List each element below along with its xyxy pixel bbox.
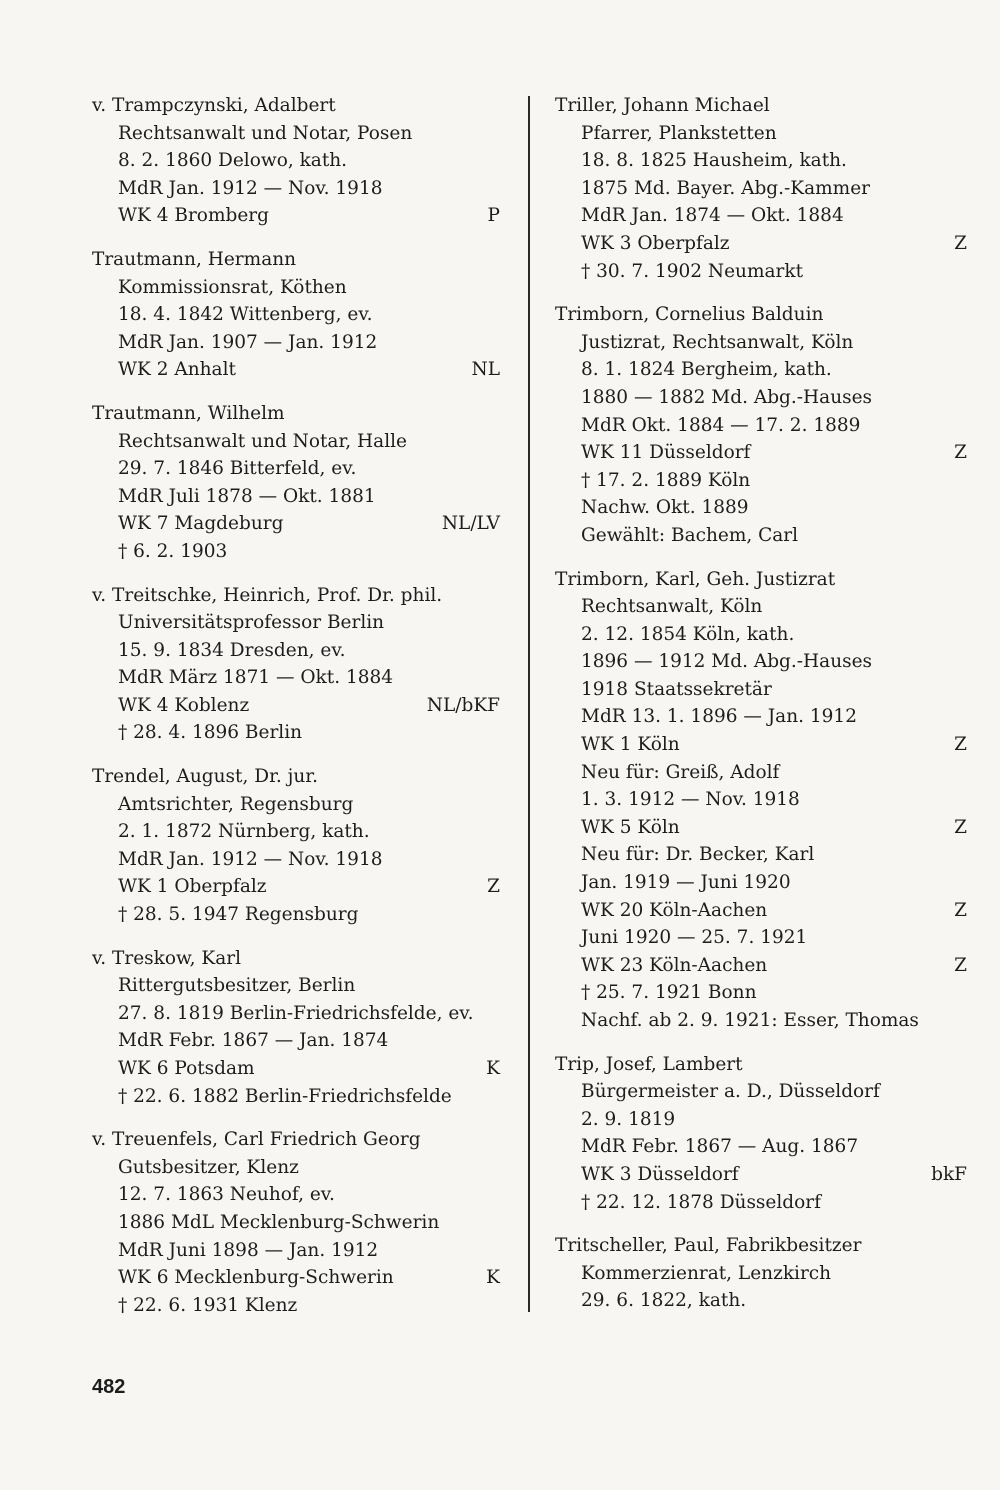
entry-detail-line	[555, 175, 967, 203]
entry-detail-text: 18. 4. 1842 Wittenberg, ev.	[118, 304, 373, 326]
entry-detail-line	[555, 258, 967, 286]
entry-detail-text: MdR Febr. 1867 — Aug. 1867	[581, 1136, 859, 1158]
party-affiliation: bkF	[931, 1163, 967, 1185]
entry-detail-text: Rechtsanwalt und Notar, Posen	[118, 122, 413, 144]
entry-detail-line	[555, 841, 967, 869]
entry-detail-line	[92, 274, 500, 302]
entry-detail-text: Nachw. Okt. 1889	[581, 497, 749, 519]
entry-detail-text: 29. 7. 1846 Bitterfeld, ev.	[118, 458, 357, 480]
entry-detail-line	[555, 1133, 967, 1161]
entry-detail-line	[555, 621, 967, 649]
entry-detail-line	[92, 1000, 500, 1028]
entry-detail-text: 1896 — 1912 Md. Abg.-Hauses	[581, 651, 873, 673]
entry-detail-line	[92, 901, 500, 929]
biography-entry	[92, 400, 500, 566]
entry-detail-line	[555, 897, 967, 925]
entry-detail-line	[92, 1055, 500, 1083]
entry-detail-text: WK 2 Anhalt	[118, 359, 236, 381]
entry-name: Trautmann, Wilhelm	[92, 402, 285, 424]
entry-detail-text: MdR Jan. 1907 — Jan. 1912	[118, 331, 378, 353]
entry-detail-line	[92, 1027, 500, 1055]
entry-detail-text: 1875 Md. Bayer. Abg.-Kammer	[581, 177, 871, 199]
entry-detail-text: † 22. 6. 1931 Klenz	[118, 1294, 298, 1316]
party-affiliation: K	[486, 1058, 500, 1079]
entry-detail-text: † 28. 4. 1896 Berlin	[118, 722, 303, 744]
entry-detail-text: Kommissionsrat, Köthen	[118, 276, 347, 298]
entry-detail-line	[555, 356, 967, 384]
page-number: 482	[92, 1376, 126, 1398]
entry-detail-line	[555, 230, 967, 258]
entry-detail-text: MdR 13. 1. 1896 — Jan. 1912	[581, 706, 857, 728]
entry-name: v. Treuenfels, Carl Friedrich Georg	[92, 1129, 421, 1151]
entry-detail-line	[555, 593, 967, 621]
entry-detail-line	[555, 869, 967, 897]
entry-detail-line	[92, 664, 500, 692]
entry-detail-text: MdR Juli 1878 — Okt. 1881	[118, 485, 376, 507]
entry-detail-text: 1918 Staatssekretär	[581, 678, 772, 700]
party-affiliation: NL/LV	[441, 513, 500, 535]
entry-detail-line	[555, 676, 967, 704]
entry-detail-line	[555, 703, 967, 731]
entry-detail-text: 1880 — 1882 Md. Abg.-Hauses	[581, 386, 873, 408]
entry-detail-line	[555, 1106, 967, 1134]
entry-name: v. Treitschke, Heinrich, Prof. Dr. phil.	[92, 584, 443, 606]
party-affiliation: Z	[954, 442, 967, 464]
party-affiliation: NL	[471, 359, 500, 381]
entry-detail-text: 12. 7. 1863 Neuhof, ev.	[118, 1184, 335, 1206]
entry-detail-line	[555, 147, 967, 175]
entry-detail-line	[92, 1237, 500, 1265]
entry-detail-line	[555, 1260, 967, 1288]
entry-detail-line	[92, 1181, 500, 1209]
entry-detail-text: WK 3 Düsseldorf	[581, 1163, 739, 1185]
entry-name: Triller, Johann Michael	[555, 95, 770, 116]
entry-detail-text: 18. 8. 1825 Hausheim, kath.	[581, 150, 847, 172]
entry-name: Trimborn, Cornelius Balduin	[555, 304, 824, 326]
entry-detail-line	[555, 786, 967, 814]
entry-detail-line	[555, 439, 967, 467]
entry-detail-text: Bürgermeister a. D., Düsseldorf	[581, 1081, 880, 1103]
entry-detail-text: MdR Jan. 1912 — Nov. 1918	[118, 177, 383, 199]
entry-detail-text: MdR Juni 1898 — Jan. 1912	[118, 1239, 379, 1261]
biography-entry	[555, 92, 967, 285]
entry-detail-text: 8. 1. 1824 Bergheim, kath.	[581, 359, 832, 381]
entry-detail-text: 29. 6. 1822, kath.	[581, 1290, 747, 1312]
entry-detail-text: WK 1 Köln	[581, 734, 680, 756]
entry-detail-line	[92, 637, 500, 665]
entry-detail-line	[92, 1083, 500, 1111]
entry-detail-text: WK 20 Köln-Aachen	[581, 899, 768, 921]
entry-detail-text: MdR Jan. 1912 — Nov. 1918	[118, 848, 383, 870]
entry-detail-text: Jan. 1919 — Juni 1920	[581, 872, 791, 894]
entry-detail-line	[555, 1287, 967, 1315]
entry-detail-line	[555, 384, 967, 412]
entry-detail-text: 15. 9. 1834 Dresden, ev.	[118, 639, 346, 661]
entry-detail-text: MdR Jan. 1874 — Okt. 1884	[581, 205, 844, 227]
column-divider	[528, 96, 530, 1312]
biography-entry	[92, 246, 500, 384]
party-affiliation: NL/bKF	[426, 694, 500, 716]
entry-name: Tritscheller, Paul, Fabrikbesitzer	[555, 1235, 862, 1257]
entry-detail-line	[555, 731, 967, 759]
entry-detail-text: Gutsbesitzer, Klenz	[118, 1156, 299, 1178]
entry-detail-line	[555, 1078, 967, 1106]
biography-entry	[555, 1232, 967, 1315]
entry-detail-text: 8. 2. 1860 Delowo, kath.	[118, 150, 348, 172]
entry-detail-text: MdR Febr. 1867 — Jan. 1874	[118, 1030, 389, 1052]
entry-detail-line	[555, 1189, 967, 1217]
entry-detail-text: Neu für: Dr. Becker, Karl	[581, 844, 815, 866]
entry-detail-line	[555, 759, 967, 787]
entry-detail-text: Rechtsanwalt, Köln	[581, 596, 763, 618]
entry-detail-line	[92, 1292, 500, 1320]
entry-detail-text: † 28. 5. 1947 Regensburg	[118, 904, 359, 926]
entry-detail-text: Amtsrichter, Regensburg	[118, 793, 354, 815]
entry-detail-text: WK 1 Oberpfalz	[118, 876, 267, 898]
entry-detail-line	[555, 952, 967, 980]
entry-detail-line	[92, 356, 500, 384]
entry-detail-text: † 22. 6. 1882 Berlin-Friedrichsfelde	[118, 1085, 452, 1107]
entry-detail-line	[555, 329, 967, 357]
entry-detail-text: † 17. 2. 1889 Köln	[581, 469, 751, 491]
entry-detail-line	[555, 120, 967, 148]
biography-entry	[92, 763, 500, 929]
entry-detail-text: MdR Okt. 1884 — 17. 2. 1889	[581, 414, 861, 436]
biography-entry	[92, 582, 500, 748]
entry-detail-line	[555, 494, 967, 522]
entry-detail-line	[555, 412, 967, 440]
entry-detail-line	[92, 510, 500, 538]
entry-detail-line	[555, 924, 967, 952]
entry-detail-line	[92, 873, 500, 901]
party-affiliation: P	[487, 205, 500, 227]
entry-detail-text: Nachf. ab 2. 9. 1921: Esser, Thomas	[581, 1010, 919, 1031]
party-affiliation: Z	[954, 954, 967, 976]
entry-detail-text: Pfarrer, Plankstetten	[581, 122, 777, 144]
entry-detail-text: 27. 8. 1819 Berlin-Friedrichsfelde, ev.	[118, 1002, 474, 1024]
entry-name: v. Trampczynski, Adalbert	[92, 95, 336, 116]
party-affiliation: Z	[954, 816, 967, 838]
entry-detail-text: WK 11 Düsseldorf	[581, 442, 751, 464]
entry-detail-text: WK 23 Köln-Aachen	[581, 954, 768, 976]
biography-entry	[92, 1126, 500, 1319]
party-affiliation: Z	[954, 734, 967, 756]
entry-detail-line	[92, 972, 500, 1000]
biography-entry	[92, 945, 500, 1111]
entry-detail-line	[92, 175, 500, 203]
party-affiliation: K	[486, 1267, 500, 1289]
entry-detail-line	[92, 818, 500, 846]
entry-detail-text: WK 5 Köln	[581, 816, 680, 838]
entry-detail-text: Justizrat, Rechtsanwalt, Köln	[581, 331, 854, 353]
entry-detail-line	[555, 979, 967, 1007]
entry-detail-text: WK 6 Mecklenburg-Schwerin	[118, 1267, 394, 1289]
entry-detail-text: † 22. 12. 1878 Düsseldorf	[581, 1191, 821, 1213]
entry-detail-line	[92, 202, 500, 230]
entry-detail-line	[555, 814, 967, 842]
biography-entry	[92, 92, 500, 230]
entry-detail-text: WK 4 Koblenz	[118, 694, 250, 716]
entry-name: Trendel, August, Dr. jur.	[92, 766, 318, 788]
entry-detail-text: Neu für: Greiß, Adolf	[581, 761, 780, 783]
entry-detail-line	[92, 538, 500, 566]
entry-detail-line	[555, 648, 967, 676]
entry-detail-text: MdR März 1871 — Okt. 1884	[118, 667, 394, 689]
entry-detail-line	[92, 329, 500, 357]
entry-detail-line	[92, 791, 500, 819]
entry-name: v. Treskow, Karl	[92, 947, 242, 969]
entry-detail-line	[555, 1161, 967, 1189]
party-affiliation: Z	[954, 899, 967, 921]
entry-detail-text: 1. 3. 1912 — Nov. 1918	[581, 789, 800, 811]
entry-detail-line	[92, 301, 500, 329]
entry-detail-text: WK 4 Bromberg	[118, 205, 269, 227]
entry-detail-text: 2. 12. 1854 Köln, kath.	[581, 623, 795, 645]
entry-detail-line	[92, 120, 500, 148]
entry-detail-text: Gewählt: Bachem, Carl	[581, 524, 799, 546]
entry-detail-text: WK 3 Oberpfalz	[581, 232, 730, 254]
biography-entry	[555, 566, 967, 1035]
entry-detail-line	[92, 719, 500, 747]
party-affiliation: Z	[954, 232, 967, 254]
entry-detail-text: † 30. 7. 1902 Neumarkt	[581, 260, 804, 282]
entry-detail-text: Universitätsprofessor Berlin	[118, 612, 385, 634]
party-affiliation: Z	[487, 876, 500, 898]
entry-detail-line	[92, 147, 500, 175]
biography-entry	[555, 1051, 967, 1217]
entry-detail-text: † 25. 7. 1921 Bonn	[581, 982, 757, 1004]
entry-detail-line	[92, 609, 500, 637]
entry-detail-line	[92, 1154, 500, 1182]
entry-detail-line	[92, 455, 500, 483]
biography-entry	[555, 301, 967, 549]
entry-detail-text: † 6. 2. 1903	[118, 540, 228, 562]
entry-detail-line	[92, 483, 500, 511]
entry-detail-line	[555, 1007, 967, 1035]
entry-detail-text: Kommerzienrat, Lenzkirch	[581, 1262, 832, 1284]
entry-detail-line	[92, 428, 500, 456]
entry-detail-line	[555, 522, 967, 550]
entry-detail-line	[92, 692, 500, 720]
entry-detail-line	[555, 467, 967, 495]
entry-detail-line	[92, 1264, 500, 1292]
entry-name: Trautmann, Hermann	[92, 248, 297, 270]
entry-detail-text: 2. 9. 1819	[581, 1108, 676, 1130]
entry-detail-line	[555, 202, 967, 230]
left-column	[92, 92, 500, 1335]
entry-detail-text: WK 7 Magdeburg	[118, 513, 284, 535]
entry-name: Trimborn, Karl, Geh. Justizrat	[555, 568, 836, 590]
entry-name: Trip, Josef, Lambert	[555, 1053, 743, 1075]
entry-detail-text: Rittergutsbesitzer, Berlin	[118, 975, 356, 997]
entry-detail-text: 2. 1. 1872 Nürnberg, kath.	[118, 821, 370, 843]
entry-detail-line	[92, 1209, 500, 1237]
entry-detail-text: Rechtsanwalt und Notar, Halle	[118, 430, 407, 452]
entry-detail-text: 1886 MdL Mecklenburg-Schwerin	[118, 1211, 440, 1233]
entry-detail-text: Juni 1920 — 25. 7. 1921	[581, 927, 808, 949]
right-column	[555, 92, 967, 1331]
entry-detail-text: WK 6 Potsdam	[118, 1058, 255, 1079]
entry-detail-line	[92, 846, 500, 874]
